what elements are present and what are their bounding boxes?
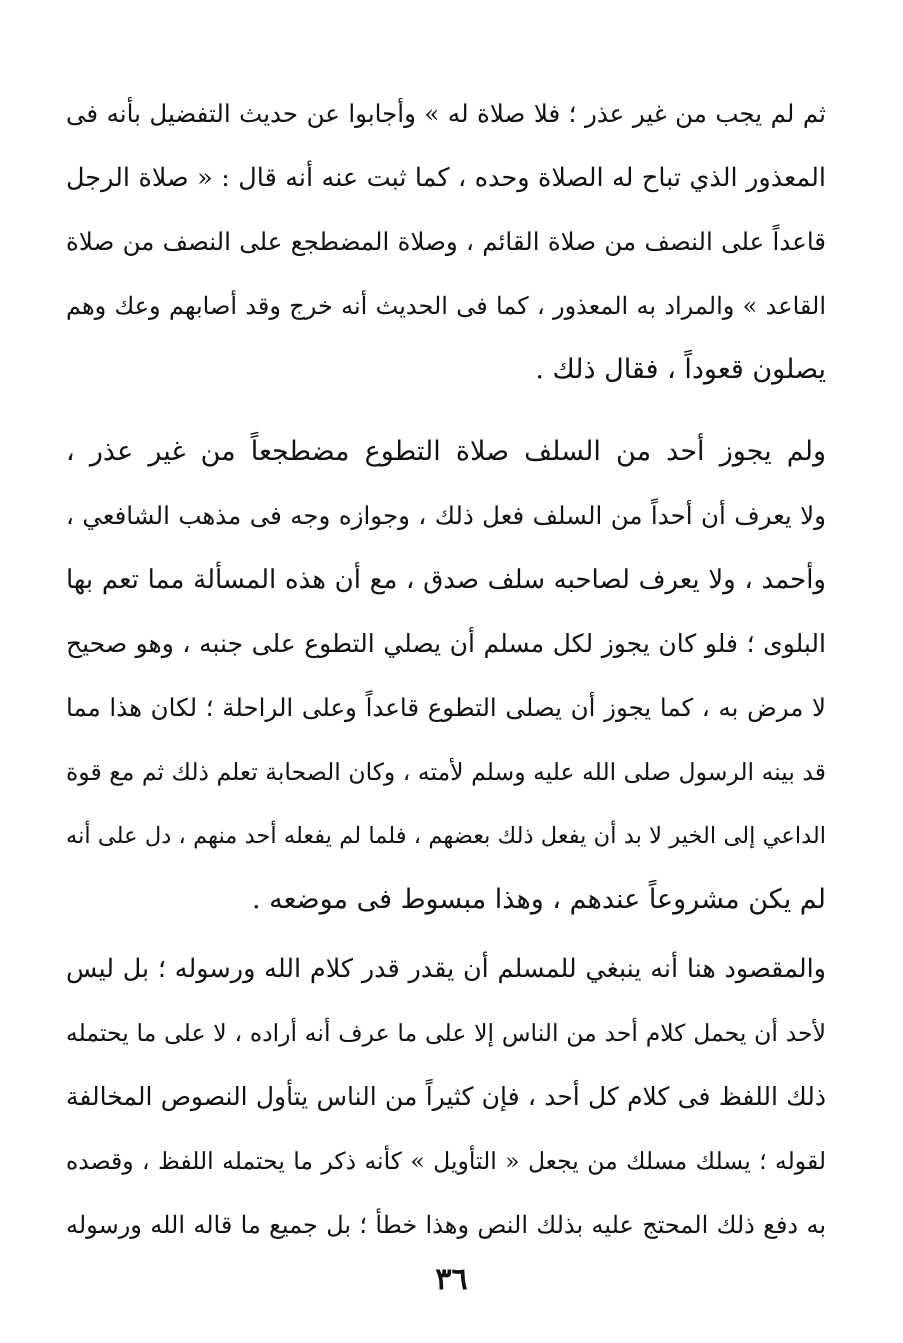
text-line: به دفع ذلك المحتج عليه بذلك النص وهذا خطأ ؛ بل جميع ما قاله الله ورسوله (66, 1211, 826, 1239)
paragraph-2 (66, 420, 826, 932)
text-line: ذلك اللفظ فى كلام كل أحد ، فإن كثيراً من الناس يتأول النصوص المخالفة (66, 1082, 826, 1111)
text-line: والمقصود هنا أنه ينبغي للمسلم أن يقدر قدر كلام الله ورسوله ؛ بل ليس (66, 954, 826, 984)
paragraph-3 (66, 937, 826, 1257)
text-line: ولم يجوز أحد من السلف صلاة التطوع مضطجعاً من غير عذر ، (66, 436, 826, 467)
text-line: المعذور الذي تباح له الصلاة وحده ، كما ثبت عنه أنه قال : « صلاة الرجل (66, 163, 826, 193)
text-line: وأحمد ، ولا يعرف لصاحبه سلف صدق ، مع أن هذه المسألة مما تعم بها (66, 565, 826, 595)
text-line: البلوى ؛ فلو كان يجوز لكل مسلم أن يصلي التطوع على جنبه ، وهو صحيح (66, 629, 826, 658)
text-line: قاعداً على النصف من صلاة القائم ، وصلاة المضطجع على النصف من صلاة (66, 227, 826, 256)
text-line: قد بينه الرسول صلى الله عليه وسلم لأمته ، وكان الصحابة تعلم ذلك ثم مع قوة (66, 758, 826, 786)
text-line: القاعد » والمراد به المعذور ، كما فى الحديث أنه خرج وقد أصابهم وعك وهم (66, 292, 826, 320)
text-line: لقوله ؛ يسلك مسلك من يجعل « التأويل » كأنه ذكر ما يحتمله اللفظ ، وقصده (66, 1147, 826, 1175)
text-line: لا مرض به ، كما يجوز أن يصلى التطوع قاعداً وعلى الراحلة ؛ لكان هذا مما (66, 693, 826, 722)
paragraph-1 (66, 82, 826, 402)
page-number: ٣٦ (435, 1262, 468, 1297)
text-line: لأحد أن يحمل كلام أحد من الناس إلا على ما عرف أنه أراده ، لا على ما يحتمله (66, 1019, 826, 1047)
text-line: لم يكن مشروعاً عندهم ، وهذا مبسوط فى موضعه . (252, 884, 826, 915)
text-line: يصلون قعوداً ، فقال ذلك . (535, 354, 826, 385)
text-line: الداعي إلى الخير لا بد أن يفعل ذلك بعضهم ، فلما لم يفعله أحد منهم ، دل على أنه (66, 823, 826, 849)
text-line: ثم لم يجب من غير عذر ؛ فلا صلاة له » وأجابوا عن حديث التفضيل بأنه فى (66, 99, 826, 128)
text-line: ولا يعرف أن أحداً من السلف فعل ذلك ، وجوازه وجه فى مذهب الشافعي ، (66, 501, 826, 530)
